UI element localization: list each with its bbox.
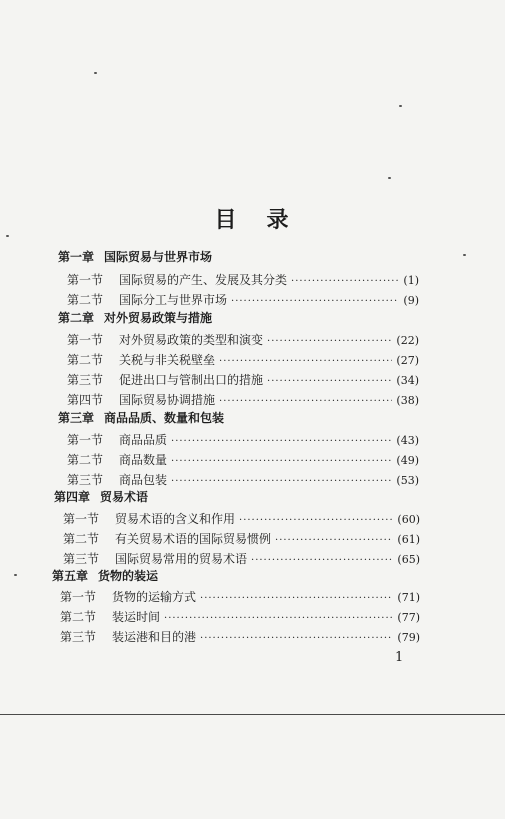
dot-leader <box>267 373 392 391</box>
section-title: 促进出口与管制出口的措施 <box>119 373 264 387</box>
section-page: (79) <box>397 631 420 644</box>
section-number: 第三节 <box>60 630 97 644</box>
toc-entry[interactable] <box>60 588 420 606</box>
toc-entry[interactable] <box>67 271 419 289</box>
toc-entry[interactable] <box>60 608 420 626</box>
section-page: (49) <box>396 454 419 467</box>
chapter-label: 第四章 <box>54 490 91 504</box>
toc-entry[interactable] <box>67 371 419 389</box>
toc-entry[interactable] <box>67 331 419 349</box>
toc-entry[interactable] <box>67 351 419 369</box>
section-title: 国际贸易的产生、发展及其分类 <box>119 273 288 287</box>
chapter-title: 商品品质、数量和包装 <box>104 411 225 425</box>
chapter-heading <box>52 567 158 585</box>
section-number: 第一节 <box>67 333 104 347</box>
section-page: (22) <box>396 334 419 347</box>
chapter-label: 第五章 <box>52 569 89 583</box>
title-char-2: 录 <box>266 207 291 233</box>
section-title: 国际贸易常用的贸易术语 <box>115 552 248 566</box>
section-page: (43) <box>396 434 419 447</box>
section-page: (60) <box>397 513 420 526</box>
title-char-1: 目 <box>214 207 239 233</box>
section-number: 第三节 <box>67 473 104 487</box>
section-page: (1) <box>403 274 419 287</box>
scan-speck <box>388 177 391 179</box>
section-title: 装运时间 <box>112 610 161 624</box>
section-number: 第三节 <box>63 552 100 566</box>
section-number: 第一节 <box>63 512 100 526</box>
section-page: (77) <box>397 611 420 624</box>
section-page: (38) <box>396 394 419 407</box>
chapter-heading <box>58 248 212 266</box>
dot-leader <box>171 433 392 451</box>
dot-leader <box>251 552 393 570</box>
dot-leader <box>171 473 392 491</box>
dot-leader <box>291 273 399 291</box>
scan-speck <box>94 72 97 74</box>
section-number: 第二节 <box>67 453 104 467</box>
toc-entry[interactable] <box>67 471 419 489</box>
chapter-label: 第二章 <box>58 311 95 325</box>
section-title: 贸易术语的含义和作用 <box>115 512 236 526</box>
scan-speck <box>399 105 402 107</box>
dot-leader <box>164 610 393 628</box>
section-number: 第二节 <box>60 610 97 624</box>
toc-entry[interactable] <box>67 431 419 449</box>
toc-entry[interactable] <box>63 530 420 548</box>
dot-leader <box>200 630 393 648</box>
section-title: 关税与非关税壁垒 <box>119 353 216 367</box>
page-number: 1 <box>395 650 404 665</box>
section-title: 对外贸易政策的类型和演变 <box>119 333 264 347</box>
section-page: (34) <box>396 374 419 387</box>
chapter-title: 国际贸易与世界市场 <box>104 250 213 264</box>
scan-speck <box>6 235 9 237</box>
dot-leader <box>239 512 393 530</box>
section-title: 货物的运输方式 <box>112 590 197 604</box>
dot-leader <box>200 590 393 608</box>
dot-leader <box>231 293 399 311</box>
toc-entry[interactable] <box>67 391 419 409</box>
section-number: 第一节 <box>60 590 97 604</box>
dot-leader <box>171 453 392 471</box>
scan-speck <box>14 574 17 576</box>
dot-leader <box>267 333 392 351</box>
scan-edge-line <box>0 714 505 715</box>
section-number: 第二节 <box>63 532 100 546</box>
section-title: 商品品质 <box>119 433 168 447</box>
section-number: 第三节 <box>67 373 104 387</box>
chapter-title: 货物的装运 <box>98 569 159 583</box>
section-page: (61) <box>397 533 420 546</box>
section-number: 第一节 <box>67 433 104 447</box>
toc-entry[interactable] <box>63 550 420 568</box>
toc-entry[interactable] <box>63 510 420 528</box>
section-number: 第二节 <box>67 293 104 307</box>
dot-leader <box>219 393 392 411</box>
dot-leader <box>219 353 392 371</box>
section-title: 国际分工与世界市场 <box>119 293 228 307</box>
chapter-title: 贸易术语 <box>100 490 149 504</box>
section-title: 商品包装 <box>119 473 168 487</box>
dot-leader <box>275 532 393 550</box>
chapter-heading <box>58 409 224 427</box>
section-page: (65) <box>397 553 420 566</box>
scan-speck <box>463 254 466 256</box>
section-page: (53) <box>396 474 419 487</box>
chapter-heading <box>58 309 212 327</box>
chapter-label: 第一章 <box>58 250 95 264</box>
section-number: 第二节 <box>67 353 104 367</box>
toc-entry[interactable] <box>60 628 420 646</box>
toc-entry[interactable] <box>67 451 419 469</box>
section-page: (9) <box>403 294 419 307</box>
section-title: 装运港和目的港 <box>112 630 197 644</box>
section-page: (71) <box>397 591 420 604</box>
section-number: 第四节 <box>67 393 104 407</box>
chapter-heading <box>54 488 148 506</box>
toc-entry[interactable] <box>67 291 419 309</box>
chapter-title: 对外贸易政策与措施 <box>104 311 213 325</box>
section-number: 第一节 <box>67 273 104 287</box>
section-title: 商品数量 <box>119 453 168 467</box>
section-page: (27) <box>396 354 419 367</box>
page-title <box>0 203 505 234</box>
section-title: 国际贸易协调措施 <box>119 393 216 407</box>
section-title: 有关贸易术语的国际贸易惯例 <box>115 532 272 546</box>
chapter-label: 第三章 <box>58 411 95 425</box>
